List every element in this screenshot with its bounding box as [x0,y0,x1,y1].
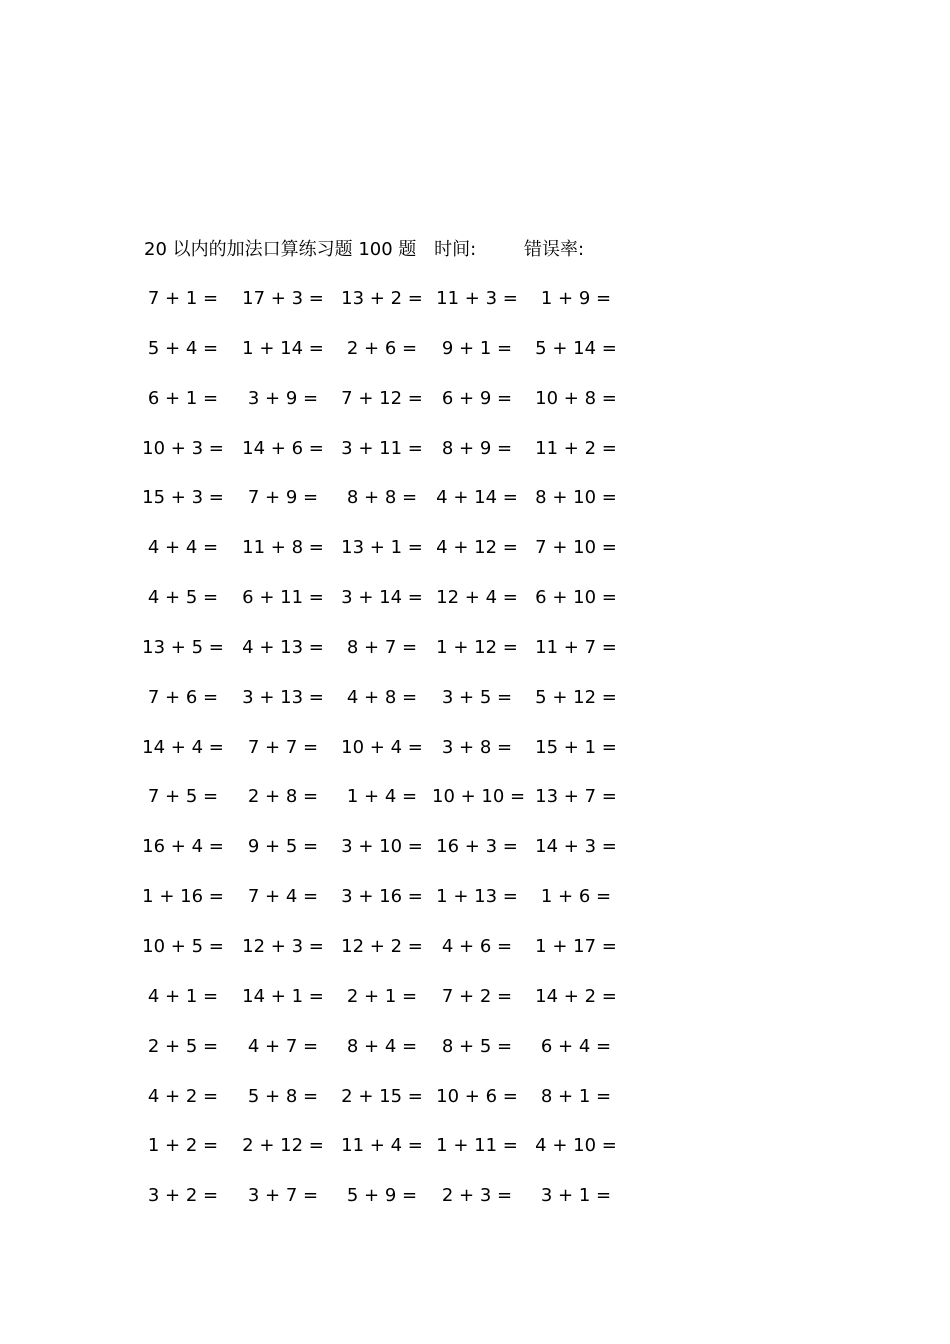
problem-item: 3 + 1 = [540,1185,612,1207]
problem-item: 16 + 3 = [436,836,518,858]
problem-item: 3 + 9 = [247,387,319,409]
problem-row [146,284,626,334]
problem-item: 7 + 7 = [247,736,319,758]
problem-row [146,334,626,384]
problem-row [146,982,626,1032]
problem-item: 5 + 12 = [535,686,617,708]
problem-row [146,533,626,583]
problem-item: 2 + 6 = [346,337,418,359]
problem-item: 8 + 5 = [441,1035,513,1057]
problem-item: 1 + 14 = [242,337,324,359]
problem-item: 5 + 4 = [147,337,219,359]
error-rate-label: 错误率: [523,239,585,260]
problem-item: 2 + 8 = [247,786,319,808]
problem-item: 15 + 3 = [142,487,224,509]
problem-item: 8 + 10 = [535,487,617,509]
problem-item: 3 + 7 = [247,1185,319,1207]
problem-row [146,1131,626,1181]
problem-item: 14 + 4 = [142,736,224,758]
problem-row [146,1032,626,1082]
problem-item: 3 + 14 = [341,587,423,609]
problem-row [146,1181,626,1231]
problem-item: 4 + 4 = [147,537,219,559]
problem-item: 10 + 3 = [142,437,224,459]
problem-item: 4 + 8 = [346,686,418,708]
problem-item: 10 + 8 = [535,387,617,409]
problem-item: 11 + 4 = [341,1135,423,1157]
problem-item: 14 + 1 = [242,985,324,1007]
problem-item: 10 + 5 = [142,935,224,957]
problem-item: 1 + 2 = [147,1135,219,1157]
problem-row [142,483,626,533]
problem-item: 2 + 5 = [147,1035,219,1057]
problem-item: 9 + 5 = [247,836,319,858]
problem-item: 11 + 7 = [535,636,617,658]
problem-item: 7 + 10 = [535,537,617,559]
problem-row [146,782,626,832]
problem-item: 13 + 5 = [142,636,224,658]
problem-item: 1 + 6 = [540,886,612,908]
problem-item: 1 + 11 = [436,1135,518,1157]
problem-item: 13 + 2 = [341,288,423,309]
problem-item: 8 + 1 = [540,1085,612,1107]
problem-item: 16 + 4 = [142,836,224,858]
problem-item: 4 + 12 = [436,537,518,559]
problem-item: 1 + 12 = [436,636,518,658]
problem-item: 4 + 13 = [242,636,324,658]
problem-grid [142,284,626,1231]
problem-item: 4 + 7 = [247,1035,319,1057]
problem-item: 2 + 1 = [346,985,418,1007]
problem-item: 3 + 2 = [147,1185,219,1207]
problem-item: 11 + 3 = [436,288,518,309]
problem-row [142,832,626,882]
problem-item: 1 + 17 = [535,935,617,957]
problem-item: 6 + 9 = [441,387,513,409]
problem-item: 13 + 1 = [341,537,423,559]
problem-item: 4 + 14 = [436,487,518,509]
problem-item: 10 + 6 = [436,1085,518,1107]
problem-item: 6 + 10 = [535,587,617,609]
problem-item: 3 + 10 = [341,836,423,858]
problem-item: 1 + 4 = [346,786,418,808]
problem-item: 10 + 10 = [432,786,526,808]
problem-item: 5 + 9 = [346,1185,418,1207]
problem-row [142,932,626,982]
problem-item: 4 + 2 = [147,1085,219,1107]
problem-item: 7 + 6 = [147,686,219,708]
problem-item: 1 + 9 = [540,288,612,309]
problem-item: 8 + 4 = [346,1035,418,1057]
problem-item: 12 + 2 = [341,935,423,957]
problem-item: 7 + 2 = [441,985,513,1007]
problem-item: 8 + 7 = [346,636,418,658]
problem-item: 1 + 13 = [436,886,518,908]
problem-item: 13 + 7 = [535,786,617,808]
problem-item: 3 + 16 = [341,886,423,908]
problem-item: 12 + 4 = [436,587,518,609]
problem-item: 4 + 5 = [147,587,219,609]
problem-item: 5 + 14 = [535,337,617,359]
problem-row [146,384,626,434]
problem-item: 11 + 2 = [535,437,617,459]
problem-item: 9 + 1 = [441,337,513,359]
problem-item: 11 + 8 = [242,537,324,559]
problem-item: 4 + 10 = [535,1135,617,1157]
problem-item: 8 + 8 = [346,487,418,509]
problem-item: 14 + 6 = [242,437,324,459]
problem-item: 1 + 16 = [142,886,224,908]
problem-item: 2 + 15 = [341,1085,423,1107]
problem-item: 3 + 11 = [341,437,423,459]
problem-item: 3 + 5 = [441,686,513,708]
problem-item: 6 + 11 = [242,587,324,609]
problem-row [142,633,626,683]
problem-item: 4 + 6 = [441,935,513,957]
problem-item: 6 + 4 = [540,1035,612,1057]
problem-item: 5 + 8 = [247,1085,319,1107]
problem-item: 2 + 3 = [441,1185,513,1207]
problem-item: 3 + 8 = [441,736,513,758]
problem-item: 12 + 3 = [242,935,324,957]
problem-row [142,434,626,484]
problem-item: 15 + 1 = [535,736,617,758]
problem-item: 14 + 3 = [535,836,617,858]
problem-item: 2 + 12 = [242,1135,324,1157]
problem-item: 7 + 12 = [341,387,423,409]
problem-row [142,882,626,932]
problem-item: 6 + 1 = [147,387,219,409]
worksheet-header [144,236,584,264]
problem-item: 10 + 4 = [341,736,423,758]
problem-item: 4 + 1 = [147,985,219,1007]
problem-item: 7 + 4 = [247,886,319,908]
problem-item: 17 + 3 = [242,288,324,309]
problem-item: 7 + 5 = [147,786,219,808]
time-label: 时间: [434,239,477,260]
problem-item: 14 + 2 = [535,985,617,1007]
worksheet-title: 20 以内的加法口算练习题 100 题 [144,239,417,260]
problem-item: 7 + 1 = [147,288,219,309]
problem-row [146,683,626,733]
problem-row [142,733,626,783]
problem-item: 7 + 9 = [247,487,319,509]
problem-item: 3 + 13 = [242,686,324,708]
problem-item: 8 + 9 = [441,437,513,459]
problem-row [146,1082,626,1132]
problem-row [146,583,626,633]
